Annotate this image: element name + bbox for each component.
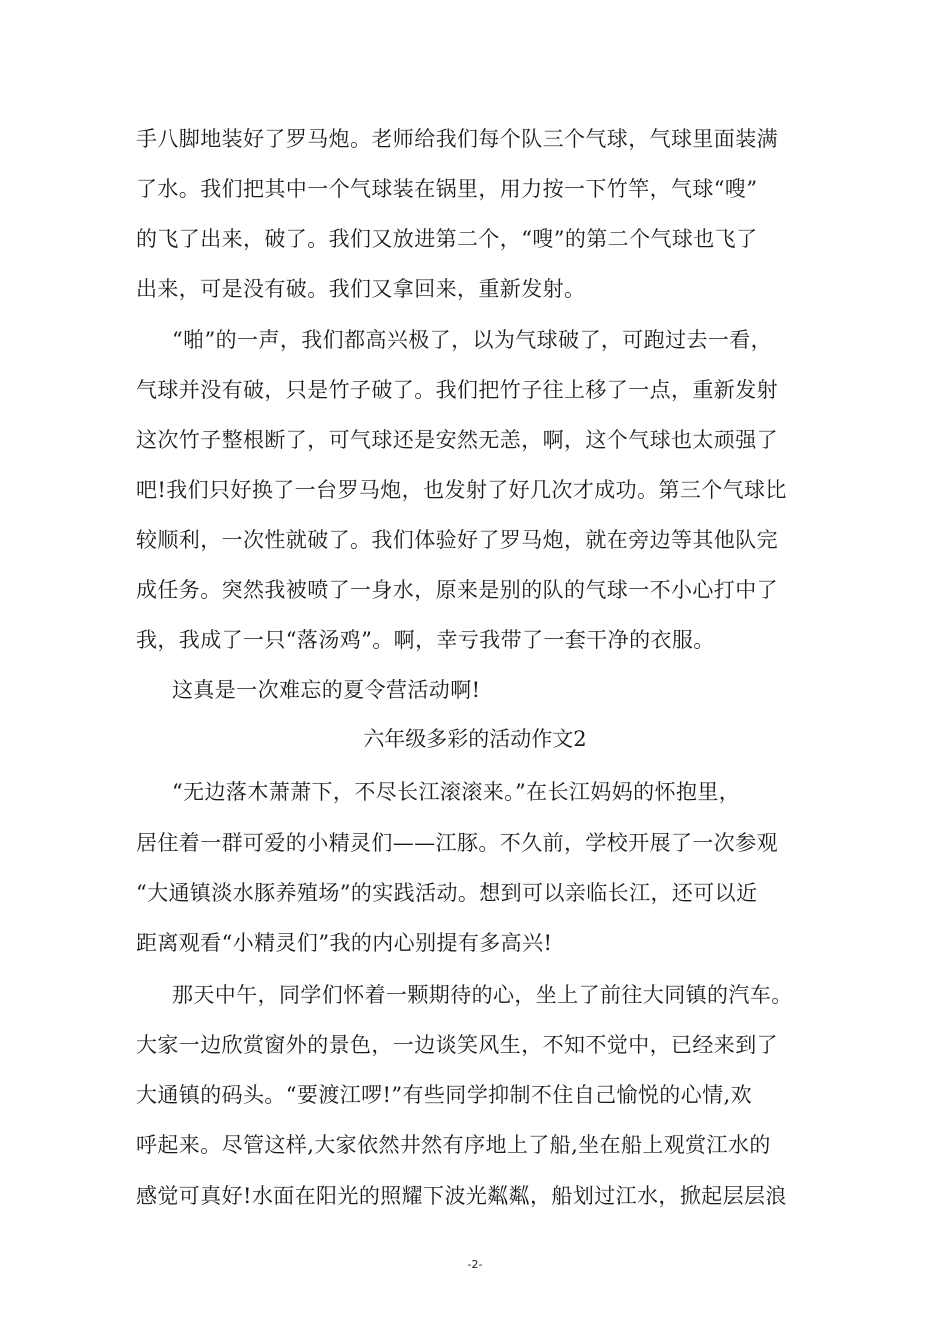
paragraph-2-line-2: 气球并没有破，只是竹子破了。我们把竹子往上移了一点，重新发射 — [136, 378, 778, 402]
paragraph-5-line-5: 感觉可真好!水面在阳光的照耀下波光粼粼，船划过江水，掀起层层浪 — [136, 1184, 787, 1208]
paragraph-5-line-3: 大通镇的码头。“要渡江啰!”有些同学抑制不住自己愉悦的心情,欢 — [136, 1083, 752, 1107]
paragraph-2-line-5: 较顺利，一次性就破了。我们体验好了罗马炮，就在旁边等其他队完 — [136, 528, 778, 552]
section-title: 六年级多彩的活动作文2 — [363, 727, 587, 751]
paragraph-5-line-1: 那天中午，同学们怀着一颗期待的心，坐上了前往大同镇的汽车。 — [172, 983, 793, 1007]
paragraph-1-line-4: 出来，可是没有破。我们又拿回来，重新发射。 — [136, 277, 586, 301]
paragraph-2-line-3: 这次竹子整根断了，可气球还是安然无恙，啊，这个气球也太顽强了 — [136, 428, 778, 452]
paragraph-5-line-2: 大家一边欣赏窗外的景色，一边谈笑风生，不知不觉中，已经来到了 — [136, 1033, 778, 1057]
page-number: -2- — [467, 1258, 483, 1271]
paragraph-2-line-1: “啪”的一声，我们都高兴极了，以为气球破了，可跑过去一看， — [172, 328, 773, 352]
paragraph-2-line-6: 成任务。突然我被喷了一身水，原来是别的队的气球一不小心打中了 — [136, 578, 778, 602]
paragraph-2-line-4: 吧!我们只好换了一台罗马炮，也发射了好几次才成功。第三个气球比 — [136, 478, 787, 502]
paragraph-4-line-3: “大通镇淡水豚养殖场”的实践活动。想到可以亲临长江，还可以近 — [136, 881, 758, 905]
paragraph-4-line-1: “无边落木萧萧下，不尽长江滚滚来。”在长江妈妈的怀抱里， — [172, 780, 741, 804]
paragraph-5-line-4: 呼起来。尽管这样,大家依然井然有序地上了船,坐在船上观赏江水的 — [136, 1133, 771, 1157]
paragraph-4-line-2: 居住着一群可爱的小精灵们——江豚。不久前，学校开展了一次参观 — [136, 831, 778, 855]
paragraph-1-line-3: 的飞了出来，破了。我们又放进第二个，“嗖”的第二个气球也飞了 — [136, 227, 758, 251]
paragraph-2-line-7: 我，我成了一只“落汤鸡”。啊，幸亏我带了一套干净的衣服。 — [136, 628, 715, 652]
paragraph-1-line-2: 了水。我们把其中一个气球装在锅里，用力按一下竹竿，气球“嗖” — [136, 177, 758, 201]
paragraph-1-line-1: 手八脚地装好了罗马炮。老师给我们每个队三个气球，气球里面装满 — [136, 127, 778, 151]
paragraph-4-line-4: 距离观看“小精灵们”我的内心别提有多高兴! — [136, 931, 553, 955]
paragraph-3-line-1: 这真是一次难忘的夏令营活动啊! — [172, 678, 481, 702]
